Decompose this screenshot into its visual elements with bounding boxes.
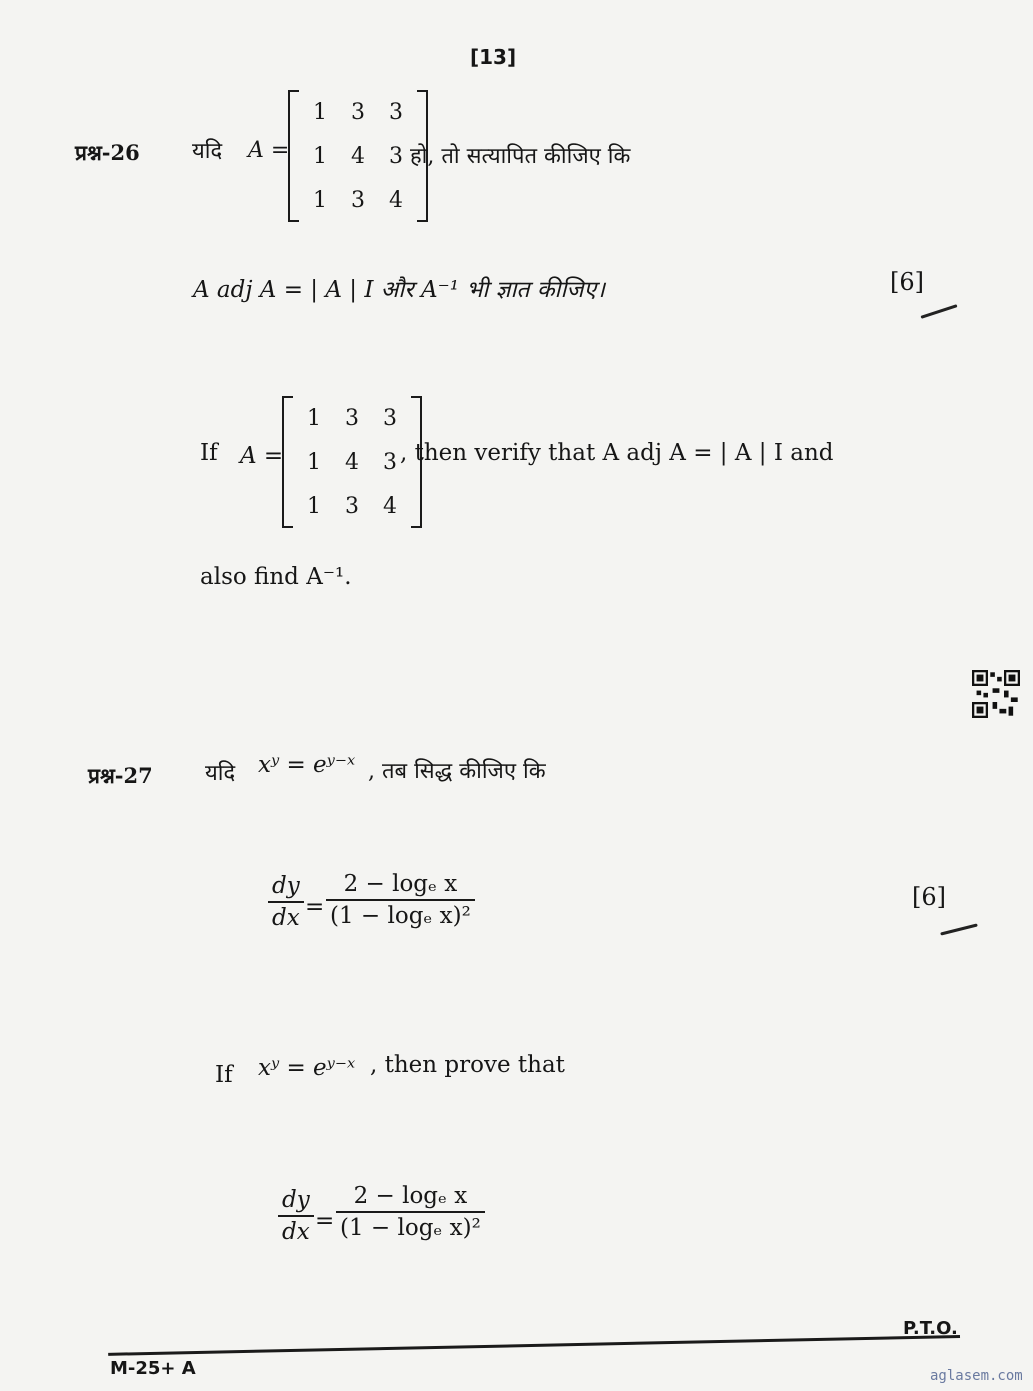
watermark: aglasem.com [930, 1368, 1023, 1384]
q27-label: प्रश्न-27 [88, 763, 153, 788]
q27-hindi-if: यदि [205, 761, 236, 786]
denominator: dx [282, 1219, 310, 1245]
denominator: (1 − logₑ x)² [330, 903, 471, 929]
matrix-left-bracket [282, 396, 293, 528]
q27-hindi-then: , तब सिद्ध कीजिए कि [368, 759, 546, 784]
numerator: dy [272, 873, 300, 899]
check-mark [920, 304, 957, 319]
matrix-cell: 1 [313, 143, 327, 169]
q26-label: प्रश्न-26 [75, 140, 140, 165]
matrix-cell: 1 [307, 493, 321, 519]
paper-code: M-25+ A [110, 1358, 196, 1379]
footer-rule [108, 1335, 960, 1356]
matrix-cell: 3 [389, 143, 403, 169]
q26-english-then: , then verify that A adj A = | A | I and [400, 440, 834, 466]
numerator: 2 − logₑ x [353, 1183, 468, 1209]
matrix-cell: 1 [313, 99, 327, 125]
q27-derivative [268, 873, 304, 931]
matrix-cell: 3 [345, 493, 359, 519]
q26-english-line2: also find A⁻¹. [200, 564, 352, 590]
equals-sign: = [315, 1208, 335, 1234]
q27-english-then: , then prove that [370, 1052, 565, 1078]
denominator: (1 − logₑ x)² [340, 1215, 481, 1241]
q27-english-derivative [278, 1187, 314, 1245]
q27-english-if: If [215, 1062, 233, 1088]
matrix-cell: 4 [345, 449, 359, 475]
q26-hindi-if: यदि [192, 139, 223, 164]
page-number: [13] [470, 45, 517, 69]
matrix-cell: 4 [351, 143, 365, 169]
denominator: dx [272, 905, 300, 931]
matrix-cell: 4 [383, 493, 397, 519]
matrix-cell: 1 [307, 449, 321, 475]
q26-english-a-equals: A = [240, 443, 284, 469]
matrix-cell: 3 [345, 405, 359, 431]
q27-english-equation: xʸ = eʸ⁻ˣ [258, 1055, 356, 1081]
matrix-cell: 4 [389, 187, 403, 213]
q27-marks: [6] [912, 883, 946, 911]
q26-hindi-line2: A adj A = | A | I और A⁻¹ भी ज्ञात कीजिए। [193, 277, 605, 303]
q26-matrix-hindi [288, 90, 428, 222]
q26-hindi-then: हो, तो सत्यापित कीजिए कि [410, 144, 631, 169]
q26-marks: [6] [890, 268, 924, 296]
q27-rhs-fraction [326, 871, 475, 929]
matrix-cell: 1 [307, 405, 321, 431]
numerator: dy [282, 1187, 310, 1213]
matrix-cell: 3 [351, 187, 365, 213]
matrix-cell: 1 [313, 187, 327, 213]
q26-a-equals: A = [248, 138, 290, 163]
q27-english-rhs-fraction [336, 1183, 485, 1241]
q26-english-if: If [200, 440, 218, 466]
matrix-left-bracket [288, 90, 299, 222]
equals-sign: = [305, 894, 325, 920]
matrix-cell: 3 [383, 405, 397, 431]
matrix-cell: 3 [389, 99, 403, 125]
q27-equation: xʸ = eʸ⁻ˣ [258, 752, 356, 778]
qr-code-icon [972, 670, 1020, 718]
numerator: 2 − logₑ x [343, 871, 458, 897]
check-mark [940, 923, 978, 935]
matrix-cell: 3 [351, 99, 365, 125]
matrix-cell: 3 [383, 449, 397, 475]
pto-label: P.T.O. [903, 1318, 958, 1339]
